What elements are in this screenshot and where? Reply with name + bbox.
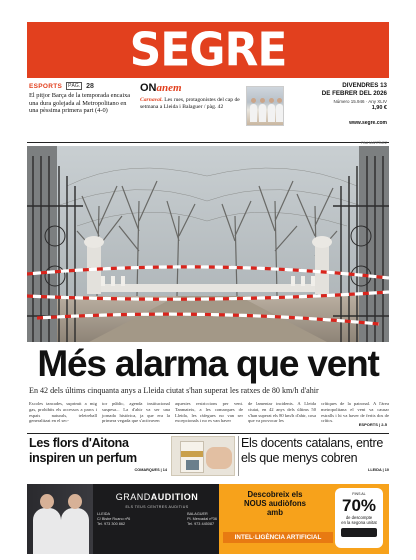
issue-number: Número 15.946 · Any XLIV — [333, 99, 387, 104]
sports-kicker — [29, 82, 133, 90]
top-strip — [27, 80, 389, 140]
date-block — [299, 82, 387, 126]
divider — [27, 433, 389, 434]
sports-section-label: ESPORTS — [29, 82, 63, 90]
onanem-brand: ONanem — [140, 82, 182, 94]
onanem-teaser-text: Carnaval. Les rues, protagonistes del cap de setmana a Lleida i Balaguer / pàg. 42 — [140, 97, 240, 110]
grandaudition-advert[interactable] — [27, 484, 389, 554]
discount-percent: 70% — [341, 496, 377, 515]
page-tag: PÀG. — [68, 83, 81, 89]
perfume-story-page-ref: COMARQUES | 14 — [134, 468, 167, 472]
sports-teaser-text: El pitjor Barça de la temporada encaixa una dura golejada al Metropolitano en una pèssima primera part (4-0) — [29, 92, 131, 115]
newspaper-logo[interactable]: SEGRE — [129, 23, 287, 77]
advert-brand-block — [97, 492, 217, 527]
lead-story-columns — [29, 401, 389, 424]
main-headline[interactable]: Més alarma que vent — [37, 343, 379, 384]
main-photo[interactable] — [27, 146, 389, 342]
teachers-story[interactable] — [241, 436, 389, 472]
sports-teaser[interactable] — [29, 82, 133, 115]
newspaper-front-page — [27, 22, 389, 554]
website-link[interactable]: www.segre.com — [349, 120, 387, 126]
carnival-photo — [246, 86, 284, 126]
advert-promo — [219, 484, 389, 554]
discount-badge: FINS AL 70% de descompte en la segona unitat — [335, 488, 383, 548]
lead-story-column: Escoles tancades, suprimit a mig gas, prohibits els accessos a parcs i espais naturals, teletreball generalitzat en el sec- — [29, 401, 97, 424]
perfume-story-headline: Les flors d'Aitona inspiren un perfum — [29, 436, 137, 465]
advert-address-lleida: LLEIDA C/ Bisbe Ruano nº6 Tel. 973 300 862 — [97, 512, 131, 526]
teachers-story-page-ref: LLEIDA | 10 — [368, 468, 389, 472]
perfume-story[interactable] — [29, 436, 167, 472]
park-gate-illustration — [27, 146, 389, 342]
perfume-photo — [171, 436, 235, 476]
divider — [27, 142, 389, 143]
advert-photo — [27, 484, 93, 554]
photo-credit: PAU MARTÍNEZ — [361, 141, 387, 145]
vertical-divider — [238, 436, 239, 476]
masthead — [27, 22, 389, 78]
teachers-story-headline: Els docents catalans, entre els que menys cobren — [241, 436, 383, 465]
lead-story-column: crítiques de la patronal. A l'àrea metropolitana el vent va causar estralls i hi va haver de ferits dos de crítics. — [321, 401, 389, 424]
lead-story-column: tor públic, agenda institucional suspesa... La d'ahir va ser una jornada històrica, ja que era la primera vegada que s'activaven — [102, 401, 170, 424]
advert-addresses — [97, 512, 217, 527]
sports-page-number: 28 — [86, 82, 94, 90]
issue-date: DIVENDRES 13 DE FEBRER DEL 2026 — [321, 82, 387, 97]
advert-brand: GRANDAUDITION — [115, 492, 199, 502]
lead-story-column: de lamentar incidents. A Lleida ciutat, en 42 anys dels últims 50 s'han superat els 80 km/h d'ahir, cosa que va provocar les — [248, 401, 316, 424]
lead-story-column: aquestes restriccions per vent. Tanmateix, a les comarques de Lleida, les ràfegues no van ser excepcionals i no es van haver — [175, 401, 243, 424]
lead-story-page-ref: ESPORTS | 2-5 — [358, 422, 387, 427]
advert-address-balaguer: BALAGUER Pl. Mercadal nº36 Tel. 973 445087 — [187, 512, 217, 526]
main-subheadline: En 42 dels últims cinquanta anys a Lleida ciutat s'han superat les ratxes de 80 km/h d'ahir — [29, 386, 319, 395]
issue-price: 1,90 € — [371, 105, 387, 111]
advert-promo-text: Descobreix els NOUS audiòfons amb — [244, 490, 306, 517]
advert-promo-bar: INTEL·LIGÈNCIA ARTIFICIAL — [223, 532, 333, 543]
onanem-teaser[interactable] — [140, 82, 242, 110]
advert-tagline: ELS TEUS CENTRES AUDITIUS — [125, 505, 189, 509]
